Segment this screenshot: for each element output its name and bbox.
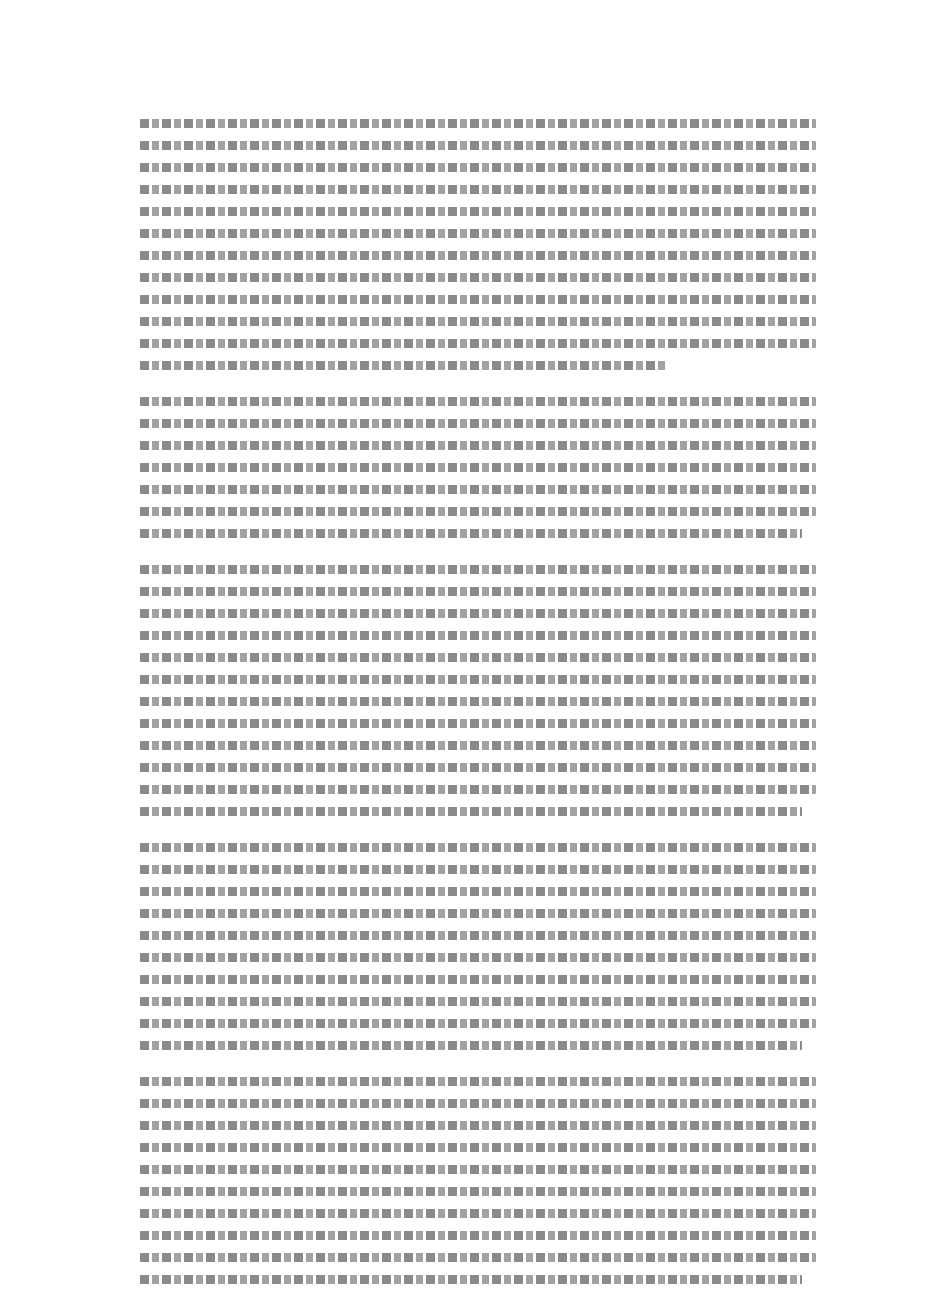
text-line (140, 734, 816, 756)
illegible-text-placeholder (140, 463, 816, 472)
illegible-text-placeholder (140, 719, 816, 728)
illegible-text-placeholder (140, 953, 816, 962)
text-line (140, 1070, 816, 1092)
illegible-text-placeholder (140, 1165, 816, 1174)
illegible-text-placeholder (140, 163, 816, 172)
illegible-text-placeholder (140, 251, 816, 260)
illegible-text-placeholder (140, 229, 816, 238)
paragraph (140, 1070, 816, 1290)
text-line (140, 1012, 816, 1034)
illegible-text-placeholder (140, 1275, 802, 1284)
illegible-text-placeholder (140, 1209, 816, 1218)
text-line (140, 478, 816, 500)
illegible-text-placeholder (140, 565, 816, 574)
text-line (140, 310, 816, 332)
illegible-text-placeholder (140, 763, 816, 772)
text-line (140, 332, 816, 354)
illegible-text-placeholder (140, 675, 816, 684)
text-line (140, 1246, 816, 1268)
paragraph (140, 390, 816, 544)
paragraph-list (140, 112, 816, 1290)
text-line (140, 1136, 816, 1158)
illegible-text-placeholder (140, 441, 816, 450)
illegible-text-placeholder (140, 339, 816, 348)
text-line (140, 1114, 816, 1136)
paragraph (140, 836, 816, 1056)
illegible-text-placeholder (140, 1019, 816, 1028)
illegible-text-placeholder (140, 485, 816, 494)
illegible-text-placeholder (140, 931, 816, 940)
illegible-text-placeholder (140, 507, 816, 516)
text-line (140, 690, 816, 712)
text-line (140, 756, 816, 778)
illegible-text-placeholder (140, 361, 667, 370)
illegible-text-placeholder (140, 1231, 816, 1240)
text-line (140, 1092, 816, 1114)
text-line (140, 968, 816, 990)
text-line (140, 1180, 816, 1202)
illegible-text-placeholder (140, 1187, 816, 1196)
text-line (140, 902, 816, 924)
paragraph (140, 558, 816, 822)
text-line (140, 646, 816, 668)
text-line (140, 390, 816, 412)
text-line (140, 434, 816, 456)
text-line (140, 668, 816, 690)
text-line (140, 156, 816, 178)
text-line (140, 580, 816, 602)
illegible-text-placeholder (140, 295, 816, 304)
text-line (140, 112, 816, 134)
illegible-text-placeholder (140, 887, 816, 896)
illegible-text-placeholder (140, 1121, 816, 1130)
illegible-text-placeholder (140, 119, 816, 128)
text-line (140, 134, 816, 156)
illegible-text-placeholder (140, 997, 816, 1006)
text-line (140, 858, 816, 880)
text-line (140, 522, 816, 544)
illegible-text-placeholder (140, 609, 816, 618)
text-line (140, 222, 816, 244)
illegible-text-placeholder (140, 141, 816, 150)
text-line (140, 800, 816, 822)
text-line (140, 880, 816, 902)
illegible-text-placeholder (140, 1143, 816, 1152)
text-line (140, 244, 816, 266)
illegible-text-placeholder (140, 397, 816, 406)
text-line (140, 1224, 816, 1246)
text-line (140, 500, 816, 522)
document-page (140, 112, 816, 1304)
text-line (140, 266, 816, 288)
illegible-text-placeholder (140, 185, 816, 194)
text-line (140, 1268, 816, 1290)
illegible-text-placeholder (140, 1253, 816, 1262)
text-line (140, 836, 816, 858)
text-line (140, 946, 816, 968)
text-line (140, 200, 816, 222)
illegible-text-placeholder (140, 529, 802, 538)
text-line (140, 924, 816, 946)
text-line (140, 1034, 816, 1056)
text-line (140, 558, 816, 580)
paragraph (140, 112, 816, 376)
illegible-text-placeholder (140, 975, 816, 984)
text-line (140, 712, 816, 734)
illegible-text-placeholder (140, 631, 816, 640)
illegible-text-placeholder (140, 785, 816, 794)
illegible-text-placeholder (140, 207, 816, 216)
illegible-text-placeholder (140, 865, 816, 874)
text-line (140, 624, 816, 646)
text-line (140, 456, 816, 478)
illegible-text-placeholder (140, 1041, 802, 1050)
illegible-text-placeholder (140, 273, 816, 282)
illegible-text-placeholder (140, 807, 802, 816)
illegible-text-placeholder (140, 697, 816, 706)
illegible-text-placeholder (140, 1077, 816, 1086)
illegible-text-placeholder (140, 587, 816, 596)
text-line (140, 412, 816, 434)
text-line (140, 1202, 816, 1224)
text-line (140, 990, 816, 1012)
illegible-text-placeholder (140, 843, 816, 852)
text-line (140, 1158, 816, 1180)
illegible-text-placeholder (140, 909, 816, 918)
illegible-text-placeholder (140, 741, 816, 750)
text-line (140, 288, 816, 310)
illegible-text-placeholder (140, 1099, 816, 1108)
illegible-text-placeholder (140, 317, 816, 326)
text-line (140, 178, 816, 200)
text-line (140, 778, 816, 800)
illegible-text-placeholder (140, 653, 816, 662)
text-line (140, 354, 816, 376)
text-line (140, 602, 816, 624)
illegible-text-placeholder (140, 419, 816, 428)
